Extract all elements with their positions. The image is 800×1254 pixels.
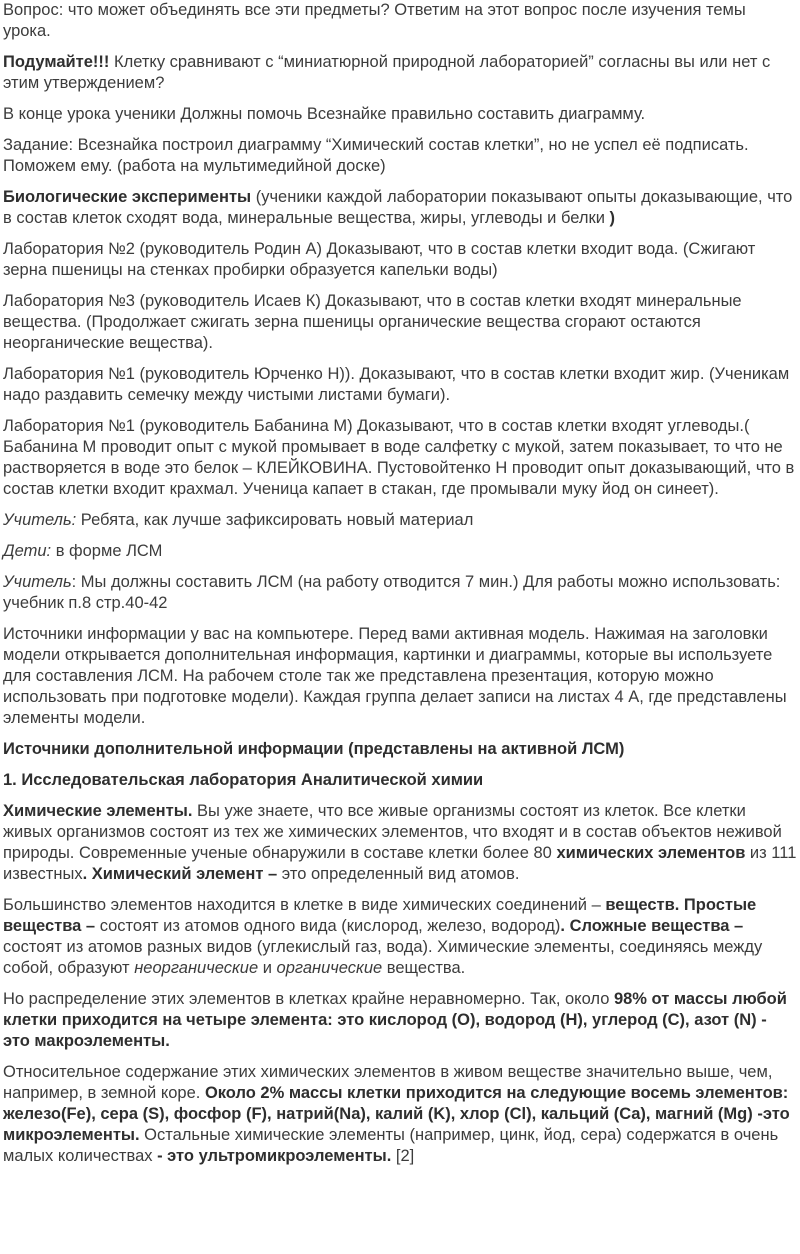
chem-elements-text-2: из 111 известных xyxy=(3,844,797,883)
paragraph-lab-1-carbs: Лаборатория №1 (руководитель Бабанина М) Доказывают, что в состав клетки входят углеводы.( Бабанина М проводит опыт с мукой промывает в воде салфетку с мукой, затем показывает, то что не растворяется в воде это белок – КЛЕЙКОВИНА. Пустовойтенко Н проводит опыт доказывающий, что в состав клетки входит крахмал. Ученица капает в стакан, где промывали муку йод он синеет). xyxy=(3,417,795,498)
think-text: Клетку сравнивают с “миниатюрной природной лабораторией” согласны вы или нет с этим утверждением? xyxy=(3,53,771,92)
chem-elements-bold-2: химических элементов xyxy=(556,844,746,862)
chem-elements-text-3: это определенный вид атомов. xyxy=(277,865,520,883)
teacher-label-2: Учитель xyxy=(3,573,72,591)
think-bold: Подумайте!!! xyxy=(3,53,110,71)
substances-italic-2: органические xyxy=(276,959,383,977)
substances-text-1: Большинство элементов находится в клетке в виде химических соединений – xyxy=(3,896,606,914)
substances-bold-2: . Сложные вещества – xyxy=(560,917,744,935)
paragraph-teacher-1 xyxy=(3,510,798,531)
substances-text-3: состоят из атомов разных видов (углекислый газ, вода) xyxy=(3,938,429,956)
paragraph-sources: Источники информации у вас на компьютере. Перед вами активная модель. Нажимая на заголовки модели открывается дополнительная информация, картинки и диаграммы, которые вы используете для составления ЛСМ. На рабочем столе так же представлена презентация, которую можно использовать при подготовке модели). Каждая группа делает записи на листах 4 А, где представлены элементы модели. xyxy=(3,625,787,727)
macro-bold: 98% от массы любой клетки приходится на четыре элемента: это кислород (О), водород (Н), углерод (С), азот (N) - это макроэлементы. xyxy=(3,990,787,1050)
teacher-text-2: : Мы должны составить ЛСМ (на работу отводится 7 мин.) Для работы можно использовать: учебник п.8 стр.40-42 xyxy=(3,573,781,612)
paragraph-task: Задание: Всезнайка построил диаграмму “Химический состав клетки”, но не успел её подписать. Поможем ему. (работа на мультимедийной доске) xyxy=(3,136,749,175)
heading-lab-analytic xyxy=(3,770,798,791)
paragraph-think xyxy=(3,52,798,94)
substances-text-4: . Химические элементы, соединяясь между собой, образуют xyxy=(3,938,763,977)
heading-extra-sources xyxy=(3,739,798,760)
micro-text-1: Относительное содержание этих химических элементов в живом веществе значительно выше, чем, например, в земной коре. xyxy=(3,1063,773,1102)
teacher-text: Ребята, как лучше зафиксировать новый материал xyxy=(76,511,474,529)
children-label: Дети: xyxy=(3,542,52,560)
micro-text-3: [2] xyxy=(391,1147,415,1165)
substances-italic-1: неорганические xyxy=(134,959,259,977)
paragraph-teacher-2 xyxy=(3,572,798,614)
paragraph-lesson-end: В конце урока ученики Должны помочь Всезнайке правильно составить диаграмму. xyxy=(3,105,646,123)
bio-experiments-close: ) xyxy=(609,209,616,227)
substances-text-6: вещества. xyxy=(382,959,466,977)
substances-bold-1: веществ. Простые вещества – xyxy=(3,896,757,935)
macro-text: Но распределение этих элементов в клетках крайне неравномерно. Так, около xyxy=(3,990,614,1008)
heading-lab-analytic-text: 1. Исследовательская лаборатория Аналитической химии xyxy=(3,771,484,789)
chem-elements-bold-3: . Химический элемент – xyxy=(82,865,278,883)
micro-text-2: Остальные химические элементы (например, цинк, йод, сера) содержатся в очень малых количествах xyxy=(3,1126,779,1165)
heading-extra-sources-text: Источники дополнительной информации (представлены на активной ЛСМ) xyxy=(3,740,625,758)
teacher-label: Учитель: xyxy=(3,511,77,529)
paragraph-lab-3: Лаборатория №3 (руководитель Исаев К) Доказывают, что в состав клетки входят минеральные вещества. (Продолжает сжигать зерна пшеницы органические вещества сгорают остаются неорганические вещества). xyxy=(3,292,742,352)
chem-elements-bold: Химические элементы. xyxy=(3,802,193,820)
paragraph-chem-elements xyxy=(3,801,798,885)
paragraph-bio-experiments xyxy=(3,187,798,229)
paragraph-lab-1-fat: Лаборатория №1 (руководитель Юрченко Н)). Доказывают, что в состав клетки входит жир. (Ученикам надо раздавить семечку между чистыми листами бумаги). xyxy=(3,365,790,404)
chem-elements-text-1: Вы уже знаете, что все живые организмы состоят из клеток. Все клетки живых организмов состоят из тех же химических элементов, что входят и в состав объектов неживой природы. Современные ученые обнаружили в составе клетки более 80 xyxy=(3,802,782,862)
paragraph-macroelements xyxy=(3,989,798,1052)
bio-experiments-text: (ученики каждой лаборатории показывают опыты доказывающие, что в состав клеток сходят вода, минеральные вещества, жиры, углеводы и белки xyxy=(3,188,793,227)
micro-bold-2: - это ультромикроэлементы. xyxy=(157,1147,392,1165)
micro-bold-1: Около 2% массы клетки приходится на следующие восемь элементов: железо(Fe), сера (S), фосфор (F), натрий(Na), калий (K), хлор (Cl), кальций (Ca), магний (Mg) -это микроэлементы. xyxy=(3,1084,790,1144)
substances-text-5: и xyxy=(258,959,277,977)
paragraph-microelements xyxy=(3,1062,798,1167)
bio-experiments-bold: Биологические эксперименты xyxy=(3,188,252,206)
substances-text-2: состоят из атомов одного вида (кислород, железо, водород) xyxy=(95,917,561,935)
children-text: в форме ЛСМ xyxy=(51,542,163,560)
paragraph-substances xyxy=(3,895,798,979)
paragraph-question: Вопрос: что может объединять все эти предметы? Ответим на этот вопрос после изучения темы урока. xyxy=(3,1,746,40)
paragraph-children xyxy=(3,541,798,562)
paragraph-lab-2: Лаборатория №2 (руководитель Родин А) Доказывают, что в состав клетки входит вода. (Сжигают зерна пшеницы на стенках пробирки образуется капельки воды) xyxy=(3,240,756,279)
